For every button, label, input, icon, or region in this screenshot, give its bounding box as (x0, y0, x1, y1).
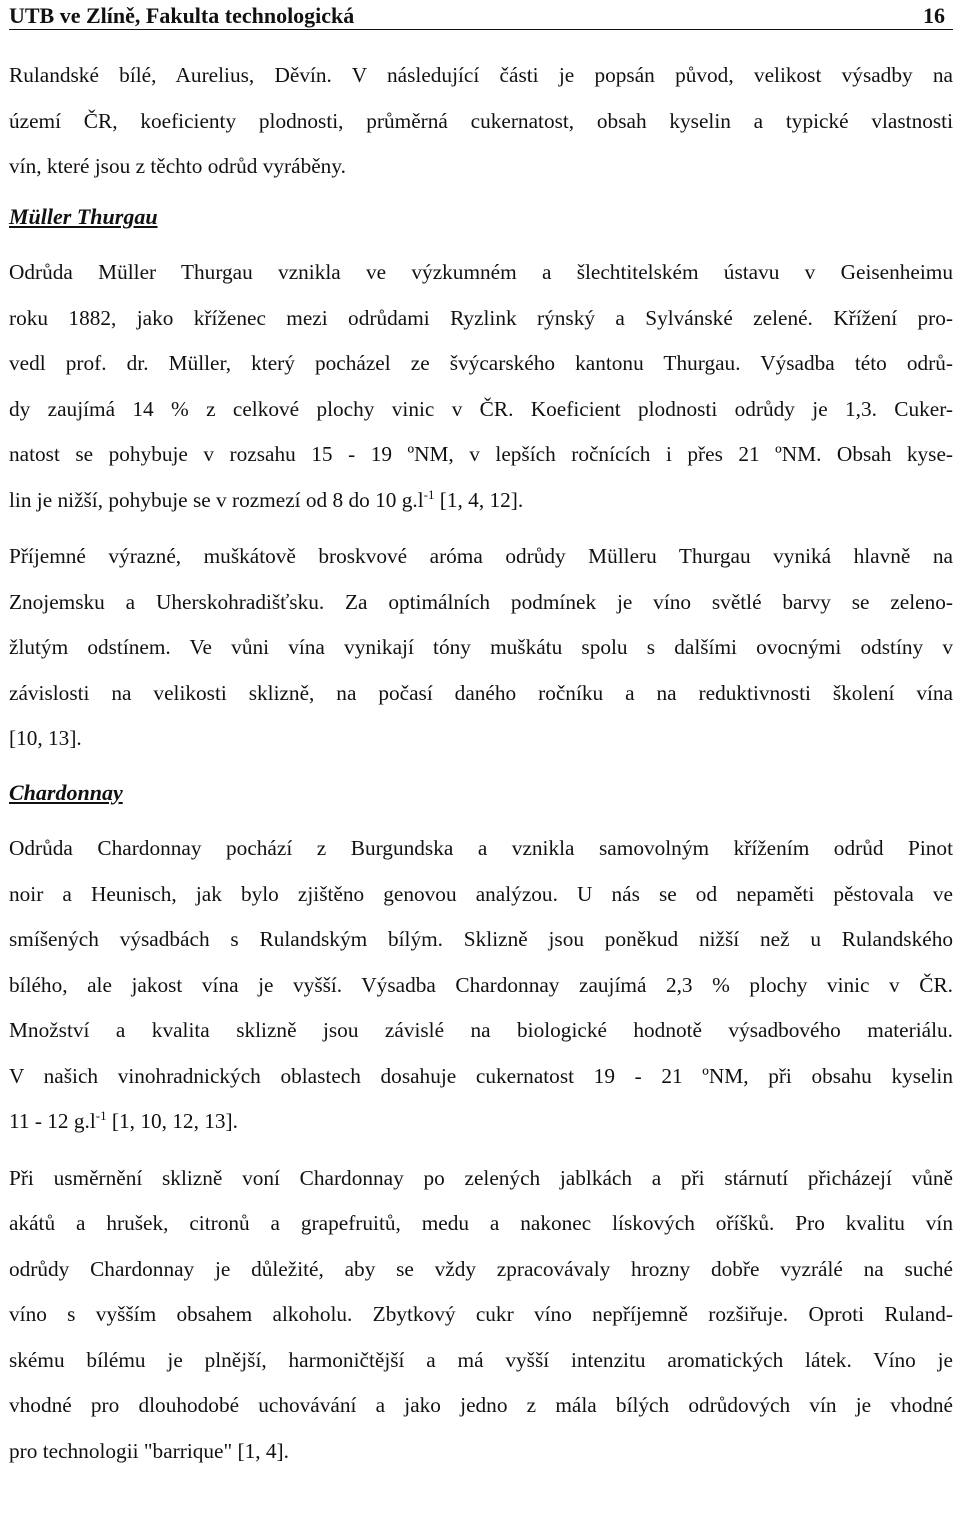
text-line: vhodné pro dlouhodobé uchovávání a jako jedno z mála bílých odrůdových vín je vhodné (9, 1393, 953, 1417)
text-line: odrůdy Chardonnay je důležité, aby se vždy zpracovávaly hrozny dobře vyzrálé na suché (9, 1256, 953, 1281)
text-line: Množství a kvalita sklizně jsou závislé na biologické hodnotě výsadbového materiálu. (9, 1018, 953, 1042)
text-line (9, 1099, 953, 1145)
text-line: Příjemné výrazné, muškátově broskvové aróma odrůdy Mülleru Thurgau vyniká hlavně na (9, 544, 953, 568)
paragraph-muller-aroma (9, 534, 953, 762)
superscript: -1 (423, 486, 435, 502)
text-fragment: lin je nižší, pohybuje se v rozmezí od 8 do 10 g.l (9, 487, 424, 512)
text-line: víno s vyšším obsahem alkoholu. Zbytkový cukr víno nepříjemně rozšiřuje. Oproti Ruland- (9, 1302, 953, 1326)
paragraph-muller-origin (9, 250, 953, 523)
text-line: V našich vinohradnických oblastech dosahuje cukernatost 19 - 21 ºNM, při obsahu kyselin (9, 1063, 953, 1088)
page-header (9, 0, 953, 30)
text-line: Při usměrnění sklizně voní Chardonnay po zelených jablkách a při stárnutí přicházejí vůně (9, 1165, 953, 1190)
text-fragment: 11 - 12 g.l (9, 1109, 96, 1133)
page-number: 16 (923, 3, 945, 28)
text-line: vín, které jsou z těchto odrůd vyráběny. (9, 154, 346, 178)
text-line: Znojemsku a Uherskohradišťsku. Za optimálních podmínek je víno světlé barvy se zeleno- (9, 589, 953, 614)
text-line: pro technologii "barrique" [1, 4]. (9, 1438, 289, 1463)
text-fragment: [1, 10, 12, 13]. (106, 1109, 238, 1133)
document-page (9, 0, 953, 1474)
text-line (9, 478, 953, 524)
section-heading-muller-thurgau: Müller Thurgau (9, 203, 158, 229)
text-line: dy zaujímá 14 % z celkové plochy vinic v ČR. Koeficient plodnosti odrůdy je 1,3. Cuker- (9, 396, 953, 421)
text-line: bílého, ale jakost vína je vyšší. Výsadba Chardonnay zaujímá 2,3 % plochy vinic v ČR. (9, 972, 953, 997)
header-title: UTB ve Zlíně, Fakulta technologická (9, 3, 355, 28)
text-line: žlutým odstínem. Ve vůni vína vynikají tóny muškátu spolu s dalšími ovocnými odstíny v (9, 635, 953, 659)
section-heading-chardonnay: Chardonnay (9, 779, 123, 805)
text-line: Odrůda Chardonnay pochází z Burgundska a vznikla samovolným křížením odrůd Pinot (9, 836, 953, 860)
text-line: [10, 13]. (9, 726, 82, 750)
text-line: roku 1882, jako kříženec mezi odrůdami Ryzlink rýnský a Sylvánské zelené. Křížení pro- (9, 305, 953, 330)
text-fragment: [1, 4, 12]. (434, 487, 524, 512)
text-line: smíšených výsadbách s Rulandským bílým. Sklizně jsou poněkud nižší než u Rulandského (9, 927, 953, 951)
text-line: skému bílému je plnější, harmoničtější a má vyšší intenzitu aromatických látek. Víno je (9, 1347, 953, 1372)
text-line: závislosti na velikosti sklizně, na počasí daného ročníku a na reduktivnosti školení vína (9, 680, 953, 705)
superscript: -1 (95, 1107, 107, 1123)
text-line: Odrůda Müller Thurgau vznikla ve výzkumném a šlechtitelském ústavu v Geisenheimu (9, 260, 953, 284)
text-line: noir a Heunisch, jak bylo zjištěno genovou analýzou. U nás se od nepaměti pěstovala ve (9, 881, 953, 906)
text-line: vedl prof. dr. Müller, který pocházel ze švýcarského kantonu Thurgau. Výsadba této odrů- (9, 351, 953, 375)
text-line: natost se pohybuje v rozsahu 15 - 19 ºNM, v lepších ročnících i přes 21 ºNM. Obsah kyse- (9, 442, 953, 466)
text-line: akátů a hrušek, citronů a grapefruitů, medu a nakonec lískových oříšků. Pro kvalitu vín (9, 1211, 953, 1235)
text-line: Rulandské bílé, Aurelius, Děvín. V následující části je popsán původ, velikost výsadby na (9, 63, 953, 87)
intro-paragraph (9, 53, 953, 190)
paragraph-chardonnay-origin (9, 826, 953, 1145)
text-line: území ČR, koeficienty plodnosti, průměrná cukernatost, obsah kyselin a typické vlastnosti (9, 108, 953, 133)
paragraph-chardonnay-aroma (9, 1156, 953, 1475)
